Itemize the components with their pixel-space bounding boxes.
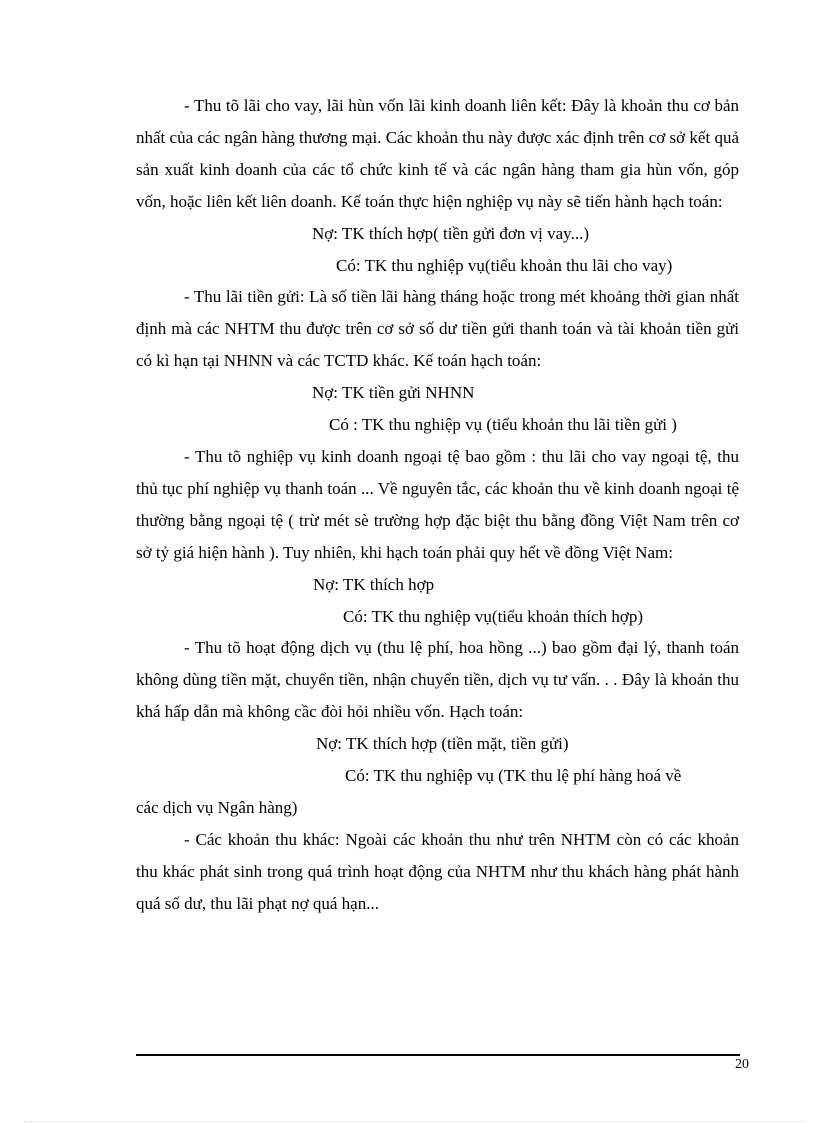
body-text (136, 90, 739, 920)
entry-debit-3: Nợ: TK thích hợp (313, 574, 435, 594)
paragraph-other-income: - Các khoản thu khác: Ngoài các khoản thu như trên NHTM còn có các khoản thu khác phát sinh trong quá trình hoạt động của NHTM như thu khách hàng phát hành quá số dư, thu lãi phạt nợ quá hạn... (136, 829, 739, 913)
entry-debit-2: Nợ: TK tiền gửi NHNN (312, 383, 475, 403)
entry-credit-4: Có: TK thu nghiệp vụ (TK thu lệ phí hàng hoá về (345, 766, 682, 786)
entry-credit-1: Có: TK thu nghiệp vụ(tiểu khoản thu lãi cho vay) (336, 255, 673, 275)
entry-credit-4-continuation: các dịch vụ Ngân hàng) (136, 797, 298, 817)
paragraph-foreign-exchange: - Thu tõ nghiệp vụ kinh doanh ngoại tệ bao gồm : thu lãi cho vay ngoại tệ, thu thủ tục phí nghiệp vụ thanh toán ... Về nguyên tắc, các khoản thu về kinh doanh ngoại tệ thường bằng ngoại tệ ( trừ mét sè trường hợp đặc biệt thu bằng đồng Việt Nam trên cơ sở tỷ giá hiện hành ). Tuy nhiên, khi hạch toán phải quy hết về đồng Việt Nam: (136, 446, 739, 562)
paragraph-service-income: - Thu tõ hoạt động dịch vụ (thu lệ phí, hoa hồng ...) bao gồm đại lý, thanh toán không dùng tiền mặt, chuyển tiền, nhận chuyển tiền, dịch vụ tư vấn. . . Đây là khoản thu khá hấp dẫn mà không cầc đòi hỏi nhiều vốn. Hạch toán: (136, 638, 739, 722)
paragraph-deposit-interest: - Thu lãi tiền gửi: Là số tiền lãi hàng tháng hoặc trong mét khoảng thời gian nhất định mà các NHTM thu được trên cơ sở số dư tiền gửi thanh toán và tài khoản tiền gửi có kì hạn tại NHNN và các TCTD khác. Kế toán hạch toán: (136, 287, 739, 371)
entry-debit-1: Nợ: TK thích hợp( tiền gửi đơn vị vay...) (312, 223, 589, 243)
footer-divider (136, 1054, 740, 1056)
entry-debit-4: Nợ: TK thích hợp (tiền mặt, tiền gửi) (316, 734, 569, 754)
entry-credit-2: Có : TK thu nghiệp vụ (tiểu khoản thu lãi tiền gửi ) (329, 415, 677, 435)
page-bottom-edge (24, 1121, 804, 1122)
page-number: 20 (735, 1057, 749, 1072)
entry-credit-3: Có: TK thu nghiệp vụ(tiểu khoản thích hợp) (343, 606, 643, 626)
paragraph-interest-income: - Thu tõ lãi cho vay, lãi hùn vốn lãi kinh doanh liên kết: Đây là khoản thu cơ bản nhất của các ngân hàng thương mại. Các khoản thu này được xác định trên cơ sở kết quả sản xuất kinh doanh của các tổ chức kinh tế và các ngân hàng tham gia hùn vốn, góp vốn, hoặc liên kết liên doanh. Kế toán thực hiện nghiệp vụ này sẽ tiến hành hạch toán: (136, 96, 739, 211)
